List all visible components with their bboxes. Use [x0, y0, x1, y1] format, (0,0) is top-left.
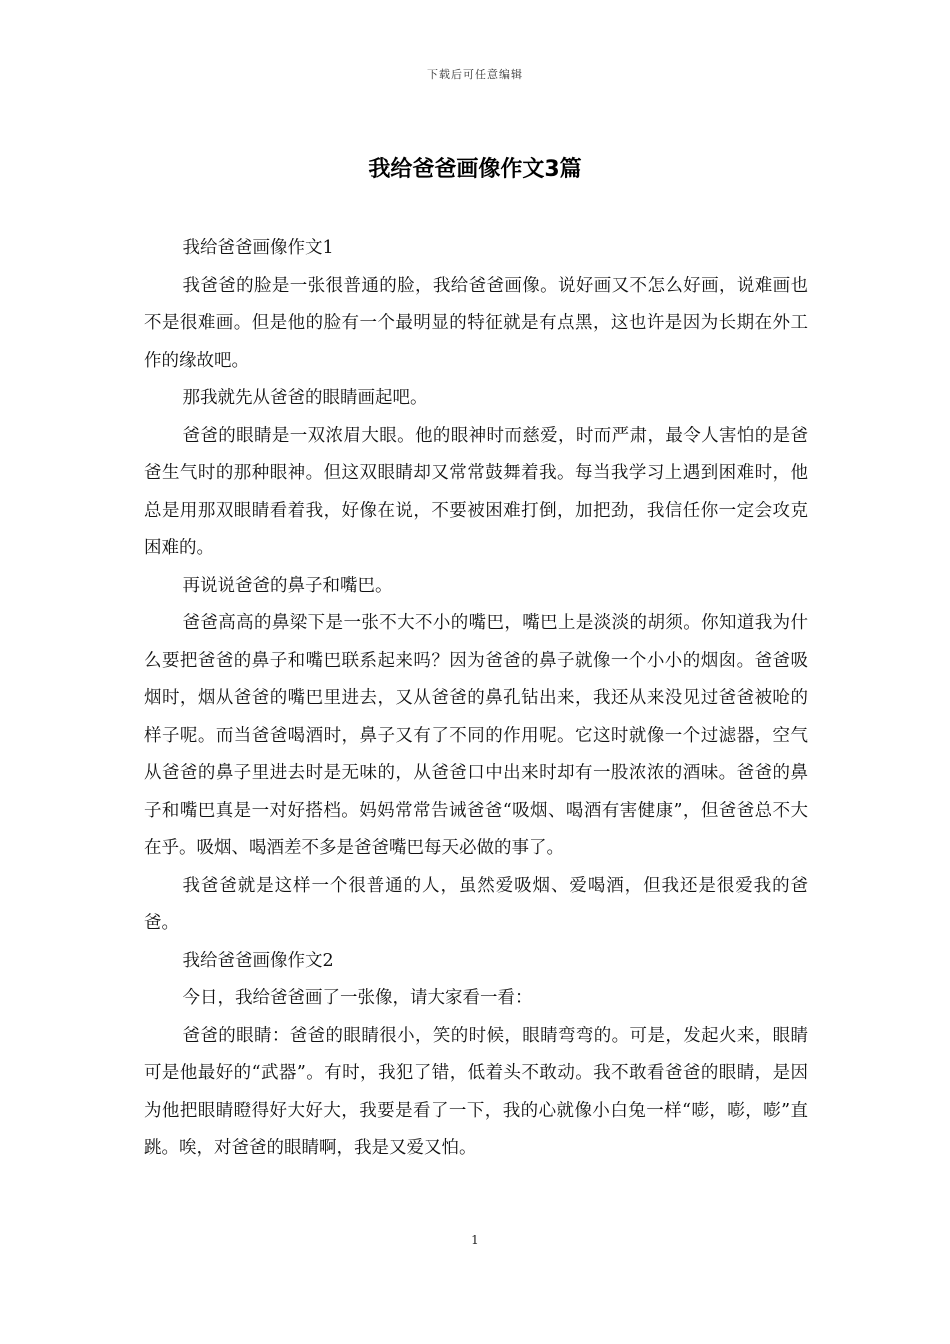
- paragraph: 我爸爸的脸是一张很普通的脸，我给爸爸画像。说好画又不怎么好画，说难画也不是很难画。但是他的脸有一个最明显的特征就是有点黑，这也许是因为长期在外工作的缘故吧。: [144, 275, 808, 371]
- paragraph: 我爸爸就是这样一个很普通的人，虽然爱吸烟、爱喝酒，但我还是很爱我的爸爸。: [144, 875, 808, 933]
- document-title: 我给爸爸画像作文3篇: [368, 157, 582, 182]
- paragraph: 爸爸的眼睛是一双浓眉大眼。他的眼神时而慈爱，时而严肃，最令人害怕的是爸爸生气时的那种眼神。但这双眼睛却又常常鼓舞着我。每当我学习上遇到困难时，他总是用那双眼睛看着我，好像在说，不要被困难打倒，加把劲，我信任你一定会攻克困难的。: [144, 425, 808, 558]
- paragraph: 爸爸的眼睛：爸爸的眼睛很小，笑的时候，眼睛弯弯的。可是，发起火来，眼睛可是他最好的“武器”。有时，我犯了错，低着头不敢动。我不敢看爸爸的眼睛，是因为他把眼睛瞪得好大好大，我要是看了一下，我的心就像小白兔一样“嘭，嘭，嘭”直跳。唉，对爸爸的眼睛啊，我是又爱又怕。: [144, 1025, 808, 1158]
- paragraph: 再说说爸爸的鼻子和嘴巴。: [182, 575, 393, 596]
- section-heading-essay-1: 我给爸爸画像作文1: [182, 238, 334, 258]
- header-note: 下载后可任意编辑: [427, 68, 523, 81]
- page-number: 1: [471, 1233, 479, 1247]
- section-heading-essay-2: 我给爸爸画像作文2: [182, 950, 334, 971]
- paragraph: 爸爸高高的鼻梁下是一张不大不小的嘴巴，嘴巴上是淡淡的胡须。你知道我为什么要把爸爸的鼻子和嘴巴联系起来吗？因为爸爸的鼻子就像一个小小的烟囱。爸爸吸烟时，烟从爸爸的嘴巴里进去，又从爸爸的鼻孔钻出来，我还从来没见过爸爸被呛的样子呢。而当爸爸喝酒时，鼻子又有了不同的作用呢。它这时就像一个过滤器，空气从爸爸的鼻子里进去时是无味的，从爸爸口中出来时却有一股浓浓的酒味。爸爸的鼻子和嘴巴真是一对好搭档。妈妈常常告诫爸爸“吸烟、喝酒有害健康”，但爸爸总不大在乎。吸烟、喝酒差不多是爸爸嘴巴每天必做的事了。: [144, 613, 808, 858]
- paragraph: 今日，我给爸爸画了一张像，请大家看一看：: [182, 988, 533, 1008]
- document-body: [144, 230, 808, 1168]
- paragraph: 那我就先从爸爸的眼睛画起吧。: [182, 388, 428, 408]
